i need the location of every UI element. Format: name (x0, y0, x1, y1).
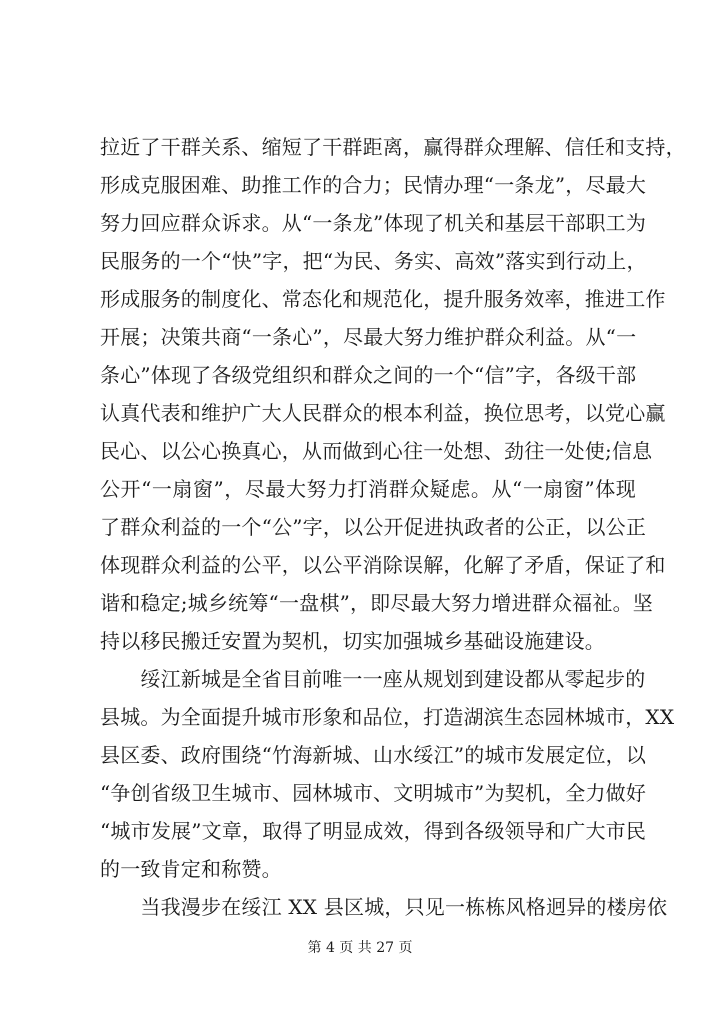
page-number-label: 第 4 页 共 27 页 (307, 940, 413, 956)
paragraph-1 (100, 128, 686, 660)
text-line: 条心”体现了各级党组织和群众之间的一个“信”字，各级干部 (100, 363, 637, 387)
document-body (100, 128, 686, 926)
text-line: 体现群众利益的公平，以公平消除误解，化解了矛盾，保证了和 (100, 553, 666, 577)
text-line: 民服务的一个“快”字，把“为民、务实、高效”落实到行动上， (100, 249, 647, 273)
text-line: 县区委、政府围绕“竹海新城、山水绥江”的城市发展定位，以 (100, 743, 647, 767)
text-line: 绥江新城是全省目前唯一一座从规划到建设都从零起步的 (100, 667, 646, 691)
text-line: 的一致肯定和称赞。 (100, 857, 282, 881)
text-line: 谐和稳定;城乡统筹“一盘棋”，即尽最大努力增进群众福祉。坚 (100, 591, 653, 615)
page-footer (0, 938, 720, 958)
text-line: 公开“一扇窗”，尽最大努力打消群众疑虑。从“一扇窗”体现 (100, 477, 636, 501)
text-line: 当我漫步在绥江 XX 县区城，只见一栋栋风格迥异的楼房依 (100, 895, 668, 919)
text-line: 民心、以公心换真心，从而做到心往一处想、劲往一处使;信息 (100, 439, 653, 463)
text-line: “争创省级卫生城市、园林城市、文明城市”为契机，全力做好 (100, 781, 647, 805)
paragraph-3 (100, 888, 668, 926)
text-line: 持以移民搬迁安置为契机，切实加强城乡基础设施建设。 (100, 629, 605, 653)
text-line: “城市发展”文章，取得了明显成效，得到各级领导和广大市民 (100, 819, 647, 843)
text-line: 拉近了干群关系、缩短了干群距离，赢得群众理解、信任和支持， (100, 135, 686, 159)
text-line: 形成服务的制度化、常态化和规范化，提升服务效率，推进工作 (100, 287, 666, 311)
text-line: 形成克服困难、助推工作的合力；民情办理“一条龙”，尽最大 (100, 173, 647, 197)
text-line: 开展；决策共商“一条心”，尽最大努力维护群众利益。从“一 (100, 325, 637, 349)
paragraph-2 (100, 660, 675, 888)
text-line: 了群众利益的一个“公”字，以公开促进执政者的公正，以公正 (100, 515, 647, 539)
text-line: 努力回应群众诉求。从“一条龙”体现了机关和基层干部职工为 (100, 211, 647, 235)
text-line: 县城。为全面提升城市形象和品位，打造湖滨生态园林城市，XX (100, 705, 675, 729)
text-line: 认真代表和维护广大人民群众的根本利益，换位思考，以党心赢 (100, 401, 666, 425)
